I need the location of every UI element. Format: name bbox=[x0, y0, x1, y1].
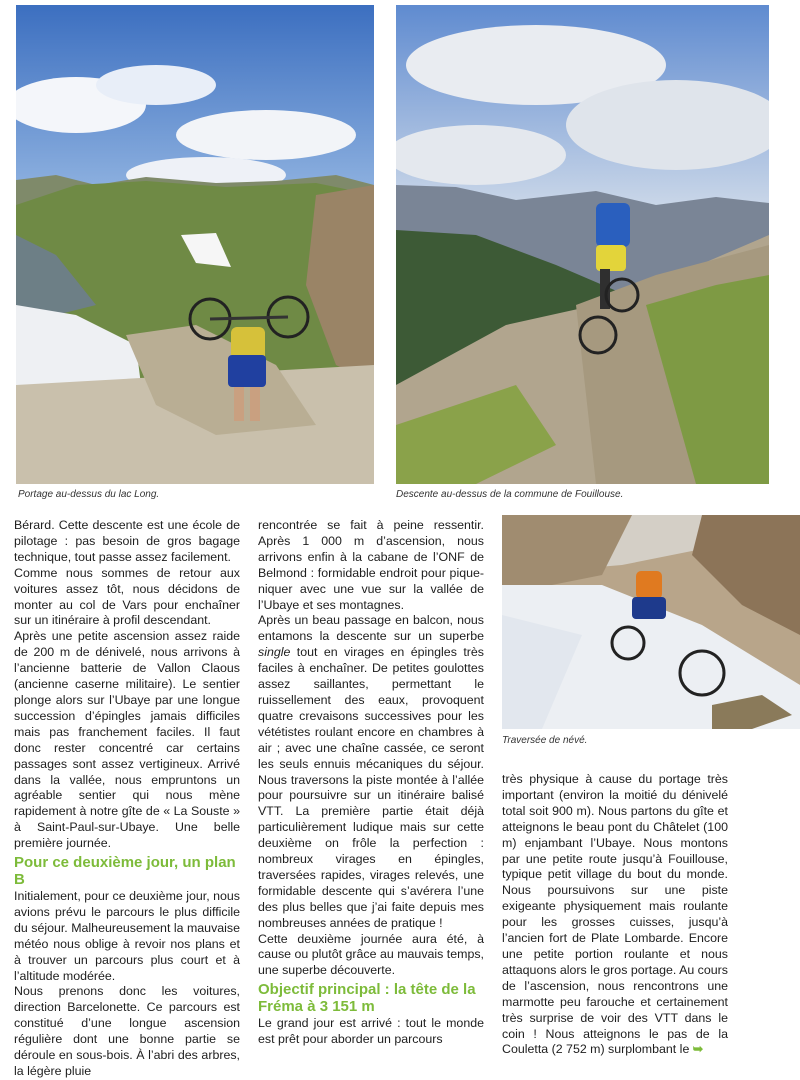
paragraph bbox=[502, 772, 728, 1058]
photo-portage-lac-long bbox=[16, 5, 374, 484]
paragraph: Bérard. Cette descente est une école de pilotage : pas besoin de gros bagage technique, tout passe assez facilement. bbox=[14, 518, 240, 564]
paragraph bbox=[258, 613, 484, 931]
caption-photo-neve: Traversée de névé. bbox=[502, 735, 588, 746]
text-column-1 bbox=[14, 518, 240, 1080]
section-heading-objectif-principal: Objectif principal : la tête de la Fréma à 3 151 m bbox=[258, 981, 476, 1016]
paragraph: Initialement, pour ce deuxième jour, nous avions prévu le parcours le plus difficile du séjour. Malheureusement la mauvaise météo nous oblige à revoir nos plans et à trouver un parcours plus court et à l’altitude modérée. bbox=[14, 889, 240, 983]
text-run: Après un beau passage en balcon, nous entamons la descente sur un superbe bbox=[258, 613, 484, 644]
paragraph: rencontrée se fait à peine ressentir. Après 1 000 m d’ascension, nous arrivons enfin à la cabane de l’ONF de Belmond : formidable endroit pour pique-niquer avec une vue sur la vallée de l’Ubaye et ses montagnes. bbox=[258, 518, 484, 612]
paragraph: Le grand jour est arrivé : tout le monde est prêt pour aborder un parcours bbox=[258, 1016, 484, 1047]
text-run-italic: single bbox=[258, 645, 291, 660]
paragraph: Cette deuxième journée aura été, à cause ou plutôt grâce au mauvais temps, une superbe découverte. bbox=[258, 931, 484, 978]
text-column-2 bbox=[258, 518, 484, 1048]
photo-descente-fouillouse bbox=[396, 5, 769, 484]
photo-traversee-neve bbox=[502, 515, 800, 729]
text-column-3 bbox=[502, 772, 728, 1058]
section-heading-plan-b: Pour ce deuxième jour, un plan B bbox=[14, 854, 236, 889]
paragraph: Après une petite ascension assez raide de 200 m de dénivelé, nous arrivons à l’ancienne batterie de Vallon Claous (ancienne caserne militaire). Le sentier plonge alors sur l’Ubaye par une longue succession d’épingles jamais difficiles mais pas franchement faciles. Il faut donc rester concentré car certains passages sont assez vertigineux. Arrivé dans la vallée, nous empruntons un agréable sentier qui nous mène rapidement à notre gîte de « La Souste » à Saint-Paul-sur-Ubaye. Une belle première journée. bbox=[14, 629, 240, 851]
continue-arrow-icon: ➥ bbox=[692, 1042, 704, 1057]
caption-photo-descente: Descente au-dessus de la commune de Fouillouse. bbox=[396, 489, 624, 500]
paragraph: Nous prenons donc les voitures, direction Barcelonette. Ce parcours est constitué d’une longue ascension régulière dont une bonne partie se déroule en sous-bois. À l’abri des arbres, la légère pluie bbox=[14, 984, 240, 1078]
text-run: très physique à cause du portage très important (environ la moitié du dénivelé total soit 900 m). Nous partons du gîte et atteignons le beau pont du Châtelet (100 m) enjambant l’Ubaye. Nous montons par une petite route jusqu’à Fouillouse, typique petit village du bout du monde. Nous poursuivons sur une piste exigeante physiquement mais roulante pour les grosses cuisses, jusqu’à l’ancien fort de Plate Lombarde. Encore une petite portion roulante et nous attaquons alors le gros portage. Au cours de l’ascension, nous rencontrons une marmotte peu farouche et certainement très surprise de voir des VTT dans le coin ! Nous atteignons le pas de la Couletta (2 752 m) surplombant le bbox=[502, 772, 728, 1057]
caption-photo-portage: Portage au-dessus du lac Long. bbox=[18, 489, 160, 500]
paragraph: Comme nous sommes de retour aux voitures assez tôt, nous décidons de monter au col de Vars pour enchaîner sur un itinéraire à profil descendant. bbox=[14, 565, 240, 628]
text-run: tout en virages en épingles très faciles à enchaîner. De petites goulottes assez saillantes, permettant le ruissellement des eaux, provoquent quatre crevaisons successives pour les vététistes roulant encore en chambres à air ; avec une chaîne cassée, ce seront les seuls ennuis mécaniques du séjour. Nous traversons la piste montée à l’allée pour poursuivre sur un itinéraire balisé VTT. La première partie était déjà particulièrement ludique mais sur cette deuxième on frôle la perfection : nombreux virages en épingles, traversées rapides, virages relevés, une formidable descente qui s’avérera l’une des plus belles que j’ai faite depuis mes nombreuses années de pratique ! bbox=[258, 645, 484, 930]
